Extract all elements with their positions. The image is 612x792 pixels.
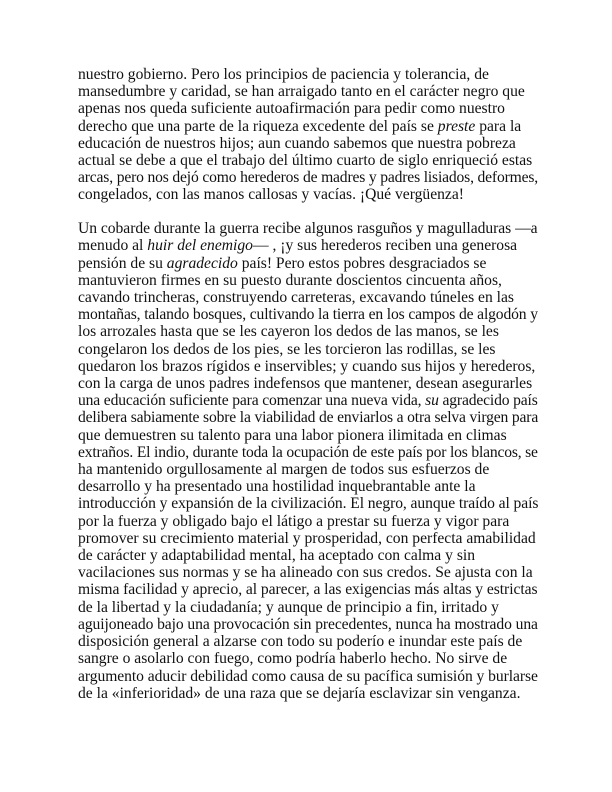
- text-line: [78, 255, 538, 272]
- text-line: [78, 135, 538, 152]
- text-run: para la: [475, 117, 522, 135]
- text-line: [78, 616, 538, 633]
- text-run: por la fuerza y obligado bajo el látigo a prestar su fuerza y vigor para: [78, 512, 510, 530]
- text-run: aguijoneado bajo una provocación sin precedentes, nunca ha mostrado una: [78, 615, 538, 633]
- text-run: promover su crecimiento material y prosperidad, con perfecta amabilidad: [78, 529, 536, 547]
- italic-text: preste: [437, 117, 476, 135]
- text-line: [78, 409, 538, 426]
- text-line: [78, 237, 538, 254]
- text-run: que demuestren su talento para una labor pionera ilimitada en climas: [78, 426, 507, 444]
- text-run: nuestro gobierno. Pero los principios de paciencia y tolerancia, de: [78, 66, 489, 83]
- text-line: [78, 375, 538, 392]
- text-run: quedaron los brazos rígidos e inservibles; y cuando sus hijos y herederos,: [78, 357, 536, 375]
- text-line: [78, 272, 538, 289]
- text-run: Un cobarde durante la guerra recibe algunos rasguños y magulladuras —a: [78, 220, 538, 238]
- text-line: [78, 220, 538, 237]
- text-line: [78, 323, 538, 340]
- text-line: [78, 152, 538, 169]
- text-line: [78, 513, 538, 530]
- text-run: introducción y expansión de la civilización. El negro, aunque traído al país: [78, 495, 539, 513]
- text-line: [78, 530, 538, 547]
- text-run: cavando trincheras, construyendo carreteras, excavando túneles en las: [78, 289, 514, 307]
- paragraph-2: [78, 220, 538, 702]
- italic-text: agradecido: [166, 254, 238, 272]
- text-run: delibera sabiamente sobre la viabilidad de enviarlos a otra selva virgen para: [78, 409, 539, 427]
- text-line: [78, 633, 538, 650]
- text-run: desarrollo y ha presentado una hostilidad inquebrantable ante la: [78, 478, 476, 496]
- text-run: mantuvieron firmes en su puesto durante doscientos cincuenta años,: [78, 271, 502, 289]
- text-line: [78, 685, 538, 702]
- text-line: [78, 668, 538, 685]
- text-run: disposición general a alzarse con todo su poderío e inundar este país de: [78, 633, 523, 651]
- text-line: [78, 478, 538, 495]
- text-run: de carácter y adaptabilidad mental, ha aceptado con calma y sin: [78, 547, 476, 565]
- text-run: vacilaciones sus normas y se ha alineado con sus credos. Se ajusta con la: [78, 564, 533, 582]
- text-line: [78, 100, 538, 117]
- text-run: menudo al: [78, 237, 148, 255]
- text-line: [78, 358, 538, 375]
- text-line: [78, 169, 538, 186]
- text-run: mansedumbre y caridad, se han arraigado tanto en el carácter negro que: [78, 83, 525, 101]
- text-line: [78, 564, 538, 581]
- text-line: [78, 650, 538, 667]
- text-run: apenas nos queda suficiente autoafirmación para pedir como nuestro: [78, 100, 505, 118]
- text-line: [78, 66, 538, 83]
- text-run: educación de nuestros hijos; aun cuando sabemos que nuestra pobreza: [78, 134, 516, 152]
- text-line: [78, 306, 538, 323]
- document-body: [78, 66, 538, 702]
- text-line: [78, 83, 538, 100]
- text-run: montañas, talando bosques, cultivando la tierra en los campos de algodón y: [78, 306, 538, 324]
- text-run: extraños. El indio, durante toda la ocupación de este país por los blancos, se: [78, 443, 538, 461]
- text-run: — , ¡y sus herederos reciben una generosa: [252, 237, 518, 255]
- italic-text: su: [425, 392, 439, 410]
- text-line: [78, 461, 538, 478]
- text-run: país! Pero estos pobres desgraciados se: [237, 254, 487, 272]
- text-run: pensión de su: [78, 254, 167, 272]
- text-run: una educación suficiente para comenzar una nueva vida,: [78, 392, 426, 410]
- text-line: [78, 341, 538, 358]
- text-run: de la «inferioridad» de una raza que se dejaría esclavizar sin venganza.: [78, 684, 521, 702]
- text-run: congelados, con las manos callosas y vacías. ¡Qué vergüenza!: [78, 186, 464, 204]
- text-line: [78, 186, 538, 203]
- text-line: [78, 599, 538, 616]
- text-run: de la libertad y la ciudadanía; y aunque de principio a fin, irritado y: [78, 598, 499, 616]
- text-run: misma facilidad y aprecio, al parecer, a las exigencias más altas y estrictas: [78, 581, 538, 599]
- text-run: actual se debe a que el trabajo del último cuarto de siglo enriqueció estas: [78, 152, 533, 170]
- paragraph-1: [78, 66, 538, 204]
- text-line: [78, 118, 538, 135]
- text-run: ha mantenido orgullosamente al margen de todos sus esfuerzos de: [78, 461, 490, 479]
- text-line: [78, 427, 538, 444]
- text-run: congelaron los dedos de los pies, se les torcieron las rodillas, se les: [78, 340, 496, 358]
- text-run: sangre o asolarlo con fuego, como podría haberlo hecho. No sirve de: [78, 650, 508, 668]
- text-run: arcas, pero nos dejó como herederos de madres y padres lisiados, deformes,: [78, 169, 538, 187]
- text-line: [78, 547, 538, 564]
- text-line: [78, 289, 538, 306]
- text-run: con la carga de unos padres indefensos que mantener, desean asegurarles: [78, 375, 533, 393]
- text-line: [78, 581, 538, 598]
- text-run: agradecido país: [438, 392, 538, 410]
- text-run: derecho que una parte de la riqueza excedente del país se: [78, 117, 438, 135]
- text-run: argumento aducir debilidad como causa de su pacífica sumisión y burlarse: [78, 667, 538, 685]
- text-line: [78, 495, 538, 512]
- italic-text: huir del enemigo: [147, 237, 253, 255]
- text-run: los arrozales hasta que se les cayeron los dedos de las manos, se les: [78, 323, 499, 341]
- text-line: [78, 444, 538, 461]
- text-line: [78, 392, 538, 409]
